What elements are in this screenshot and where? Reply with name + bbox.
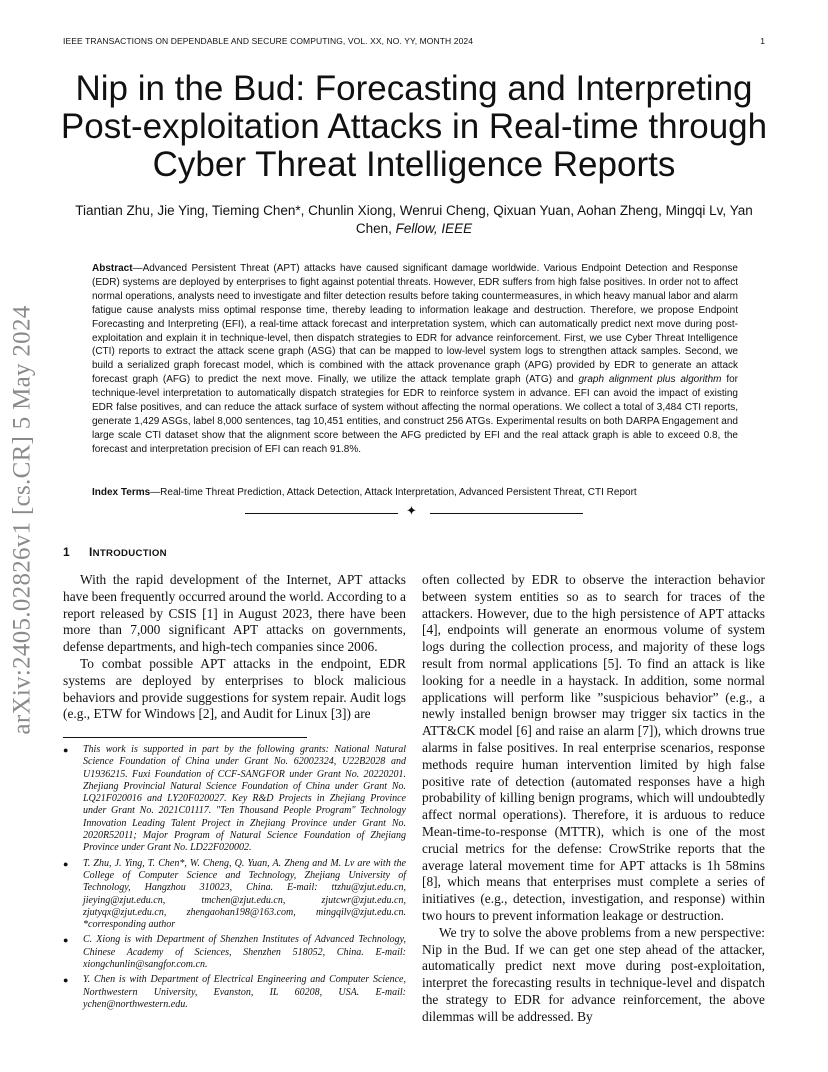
- footnote-affiliation-zjut: [63, 858, 406, 932]
- author-list: [60, 202, 768, 238]
- abstract: [92, 262, 738, 457]
- index-terms: [92, 486, 738, 500]
- footnote-text: T. Zhu, J. Ying, T. Chen*, W. Cheng, Q. Yuan, A. Zheng and M. Lv are with the College of Computer Science and Technology, Zhejiang University of Technology, Hangzhou 310023, China. E-mail: ttzhu@zjut.edu.cn, jieying@zjut.edu.cn, tmchen@zjut.edu.cn, zjutcwr@zjut.edu.cn, zjutyqx@zjut.edu.cn, zhengaohan198@163.com, mingqilv@zjut.edu.cn. *corresponding author: [83, 857, 406, 931]
- footnote-funding: [63, 744, 406, 855]
- bullet-icon: ●: [63, 975, 69, 986]
- footnote-text: This work is supported in part by the following grants: National Natural Science Foundation of China under Grant No. 62002324, U22B2028 and U1936215. Fuxi Foundation of CCF-SANGFOR under Grant No. 20220201. Zhejiang Provincial Natural Science Foundation of China under Grant No. LQ21F020016 and LY20F020027. Key R&D Projects in Zhejiang Province under Grant No. 2021C01117. "Ten Thousand People Program" Technology Innovation Leading Talent Project in Zhejiang Province under Grant No. 2020R52011; Major Program of Natural Science Foundation of Zhejiang Province under Grant No. LD22F020002.: [83, 744, 406, 854]
- left-column: [63, 572, 406, 723]
- running-header: IEEE TRANSACTIONS ON DEPENDABLE AND SECURE COMPUTING, VOL. XX, NO. YY, MONTH 2024: [63, 36, 474, 46]
- right-column: [422, 572, 765, 1026]
- section-title-initial: I: [89, 545, 93, 559]
- section-title-rest: NTRODUCTION: [92, 548, 167, 559]
- bullet-icon: ●: [63, 745, 69, 755]
- section-number: 1: [63, 545, 70, 559]
- footnote-text: C. Xiong is with Department of Shenzhen Institutes of Advanced Technology, Chinese Academy of Sciences, Shenzhen 518052, China. E-mail: xiongchunlin@sangfor.com.cn.: [83, 934, 406, 971]
- author-fellow-designation: Fellow, IEEE: [395, 221, 473, 236]
- abstract-text-part2: for technique-level interpretation to automatically dispatch strategies for EDR to reinforce system in advance. EFI can avoid the impact of existing EDR false positives, and can reduce the attack surface of system without affecting the normal operations. We collect a total of 3,484 CTI reports, generate 1,429 ASGs, label 8,000 sentences, tag 10,451 entities, and construct 256 ATGs. Experimental results on both DARPA Engagement and large scale CTI dataset show that the alignment score between the AFG predicted by EFI and the real attack graph is able to exceed 0.8, the forecast and interpretation precision of EFI can reach 91.8%.: [92, 374, 739, 455]
- abstract-emphasis: graph alignment plus algorithm: [578, 374, 722, 386]
- intro-paragraph-3: We try to solve the above problems from a new perspective: Nip in the Bud. If we can get one step ahead of the attacker, automatically predict next move during post-exploitation, interpret the forecasting results in technique-level and dispatch the strategy to EDR for advance reinforcement, the above dilemmas will be addressed. By: [422, 924, 765, 1024]
- author-names: Tiantian Zhu, Jie Ying, Tieming Chen*, Chunlin Xiong, Wenrui Cheng, Qixuan Yuan, Aohan Zheng, Mingqi Lv, Yan Chen,: [75, 203, 753, 236]
- separator-rule-right: [430, 513, 583, 514]
- separator-diamond-icon: ✦: [406, 504, 417, 519]
- bullet-icon: ●: [63, 935, 69, 946]
- index-terms-label: Index Terms: [92, 487, 151, 498]
- footnote-rule: [63, 737, 307, 738]
- abstract-label: Abstract: [92, 263, 133, 274]
- intro-paragraph-continued: often collected by EDR to observe the interaction behavior between system entities so as to search for traces of the attackers. However, due to the high persistence of APT attacks [4], endpoints will generate an enormous volume of system logs during the collection process, and majority of these logs result from normal applications [5]. To find an attack is like looking for a needle in a haystack. In addition, some normal applications will perform like ”suspicious behavior” (e.g., a newly installed benign browser may trigger six tactics in the ATT&CK model [6] and raise an alarm [7]), which drowns true alarms in false positives. In real enterprise scenarios, response methods require human intervention limited by high false positive rate of detection (automated responses have a high probability of killing benign programs, which will undoubtedly affect normal operations). Therefore, it is arduous to reduce Mean-time-to-response (MTTR), which is one of the most crucial metrics for the defense: CrowStrike reports that the average lateral movement time for APT attacks is 1h 58mins [8], which means that enterprises must complete a series of initiatives (e.g., detection, investigation, and response) within two hours to prevent information leakage or destruction.: [422, 572, 765, 923]
- footnote-affiliation-cas: [63, 934, 406, 971]
- bullet-icon: ●: [63, 858, 69, 869]
- intro-paragraph-1: With the rapid development of the Internet, APT attacks have been frequently occurred around the world. According to a report released by CSIS [1] in August 2023, there have been more than 7,000 significant APT attacks on governments, defense departments, and high-tech companies since 2006.: [63, 572, 406, 655]
- section-heading-introduction: [63, 545, 167, 559]
- page-number: 1: [760, 36, 765, 46]
- arxiv-identifier-text: arXiv:2405.02826v1 [cs.CR] 5 May 2024: [9, 305, 36, 735]
- paper-title: Nip in the Bud: Forecasting and Interpreting Post-exploitation Attacks in Real-time through Cyber Threat Intelligence Reports: [60, 69, 768, 184]
- separator-rule-left: [245, 513, 398, 514]
- abstract-text-part1: —Advanced Persistent Threat (APT) attacks have caused significant damage worldwide. Various Endpoint Detection and Response (EDR) systems are deployed by enterprises to fight against potential threats. However, EDR suffers from high false positives. In order not to affect normal operations, analysts need to investigate and filter detection results before taking countermeasures, in which heavy manual labor and alarm fatigue cause analysts miss optimal response time, thereby leading to information leakage and destruction. Therefore, we propose Endpoint Forecasting and Interpreting (EFI), a real-time attack forecast and interpretation system, which can automatically predict next move during post-exploitation and explain it in technique-level, then dispatch strategies to EDR for advance reinforcement. First, we use Cyber Threat Intelligence (CTI) reports to extract the attack scene graph (ASG) that can be mapped to low-level system logs to strengthen attack samples. Second, we build a serialized graph forecast model, which is combined with the attack provenance graph (APG) provided by EDR to generate an attack forecast graph (AFG) to predict the next move. Finally, we utilize the attack template graph (ATG) and: [92, 263, 738, 386]
- arxiv-identifier-stamp: [6, 283, 40, 757]
- intro-paragraph-2: To combat possible APT attacks in the endpoint, EDR systems are deployed by enterprises to block malicious behaviors and provide suggestions for system repair. Audit logs (e.g., ETW for Windows [2], and Audit for Linux [3]) are: [63, 655, 406, 722]
- footnote-text: Y. Chen is with Department of Electrical Engineering and Computer Science, Northwestern University, Evanston, IL 60208, USA. E-mail: ychen@northwestern.edu.: [83, 974, 406, 1010]
- footnotes: [63, 744, 406, 1014]
- index-terms-text: —Real-time Threat Prediction, Attack Detection, Attack Interpretation, Advanced Persistent Threat, CTI Report: [150, 487, 637, 498]
- footnote-affiliation-northwestern: [63, 974, 406, 1011]
